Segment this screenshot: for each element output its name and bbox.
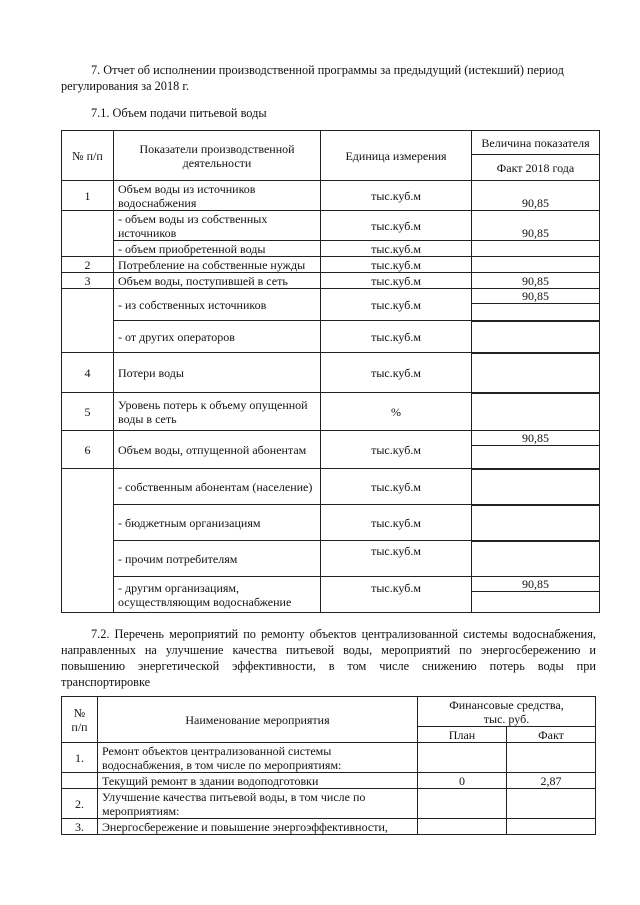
- row-value: 90,85: [472, 181, 600, 211]
- row-unit: тыс.куб.м: [321, 181, 472, 211]
- row-label: Объем воды, поступившей в сеть: [114, 273, 321, 289]
- row-num-empty: [62, 289, 114, 353]
- section-7-2-text: 7.2. Перечень мероприятий по ремонту объектов централизованной системы водоснабжения, направленных на улучшение качества питьевой воды, мероприятий по энергосбережению и повышению энергетической эффективности, в том числе снижению потерь воды при транспортировке: [61, 627, 596, 689]
- row-value-cell: [472, 353, 600, 393]
- measure-num: 3.: [62, 819, 98, 835]
- row-value-cell: [472, 321, 600, 353]
- measure-num: [62, 773, 98, 789]
- header-plan: План: [418, 727, 507, 743]
- measure-fact: [507, 789, 596, 819]
- measure-plan: [418, 819, 507, 835]
- section-7-title-line2: регулирования за 2018 г.: [61, 79, 190, 93]
- row-label: - объем приобретенной воды: [114, 241, 321, 257]
- row-value-cell: [472, 577, 600, 613]
- water-supply-table: [61, 130, 600, 613]
- row-value: 90,85: [472, 577, 599, 592]
- row-unit: тыс.куб.м: [321, 541, 472, 577]
- row-num-empty: [62, 469, 114, 613]
- row-value-cell: [472, 469, 600, 505]
- row-value: 90,85: [472, 431, 599, 446]
- header-num: № п/п: [62, 697, 98, 743]
- measure-plan: [418, 743, 507, 773]
- row-num: 3: [62, 273, 114, 289]
- row-label: - объем воды из собственных источников: [114, 211, 321, 241]
- row-num: 6: [62, 431, 114, 469]
- row-value: 90,85: [472, 289, 599, 304]
- measure-fact: [507, 819, 596, 835]
- row-value: [472, 241, 600, 257]
- header-unit: Единица измерения: [321, 131, 472, 181]
- row-label: Объем воды, отпущенной абонентам: [114, 431, 321, 469]
- row-label: Уровень потерь к объему опущенной воды в сеть: [114, 393, 321, 431]
- measure-name: Ремонт объектов централизованной системы водоснабжения, в том числе по мероприятиям:: [98, 743, 418, 773]
- row-value: [472, 321, 599, 322]
- measure-num: 2.: [62, 789, 98, 819]
- row-label: - собственным абонентам (население): [114, 469, 321, 505]
- row-value: 90,85: [472, 273, 600, 289]
- measure-name: Энергосбережение и повышение энергоэффективности,: [98, 819, 418, 835]
- row-label: Объем воды из источников водоснабжения: [114, 181, 321, 211]
- measure-name: Текущий ремонт в здании водоподготовки: [98, 773, 418, 789]
- row-label: - прочим потребителям: [114, 541, 321, 577]
- section-7-2-paragraph: [61, 626, 596, 690]
- row-label: Потребление на собственные нужды: [114, 257, 321, 273]
- row-num: 5: [62, 393, 114, 431]
- row-label: - от других операторов: [114, 321, 321, 353]
- row-unit: тыс.куб.м: [321, 353, 472, 393]
- row-num: 1: [62, 181, 114, 211]
- row-value: [472, 257, 600, 273]
- header-fact: Факт 2018 года: [472, 155, 600, 181]
- row-unit: тыс.куб.м: [321, 469, 472, 505]
- header-fact: Факт: [507, 727, 596, 743]
- measure-fact: [507, 743, 596, 773]
- row-label: Потери воды: [114, 353, 321, 393]
- row-value: [472, 393, 599, 394]
- header-finance: Финансовые средства, тыс. руб.: [418, 697, 596, 727]
- row-value-cell: [472, 289, 600, 321]
- row-num-empty: [62, 211, 114, 257]
- row-value: [472, 353, 599, 354]
- row-unit: тыс.куб.м: [321, 431, 472, 469]
- row-num: 2: [62, 257, 114, 273]
- measure-name: Улучшение качества питьевой воды, в том числе по мероприятиям:: [98, 789, 418, 819]
- measure-fact: 2,87: [507, 773, 596, 789]
- measure-plan: [418, 789, 507, 819]
- row-value: [472, 469, 599, 470]
- measure-num: 1.: [62, 743, 98, 773]
- section-7-title: [61, 62, 596, 94]
- measures-table: [61, 696, 596, 835]
- header-num: № п/п: [62, 131, 114, 181]
- row-value: [472, 505, 599, 506]
- header-indicator: Показатели производственной деятельности: [114, 131, 321, 181]
- header-value: Величина показателя: [472, 131, 600, 155]
- row-unit: тыс.куб.м: [321, 577, 472, 613]
- row-value-cell: [472, 541, 600, 577]
- row-unit: тыс.куб.м: [321, 211, 472, 241]
- row-value-cell: [472, 431, 600, 469]
- section-7-title-line1: 7. Отчет об исполнении производственной программы за предыдущий (истекший) период: [91, 63, 564, 77]
- row-value: [472, 541, 599, 542]
- row-unit: тыс.куб.м: [321, 257, 472, 273]
- row-unit: тыс.куб.м: [321, 273, 472, 289]
- header-name: Наименование мероприятия: [98, 697, 418, 743]
- row-label: - из собственных источников: [114, 289, 321, 321]
- row-unit: тыс.куб.м: [321, 505, 472, 541]
- measure-plan: 0: [418, 773, 507, 789]
- row-value-cell: [472, 505, 600, 541]
- row-unit: тыс.куб.м: [321, 321, 472, 353]
- row-unit: тыс.куб.м: [321, 289, 472, 321]
- row-unit: %: [321, 393, 472, 431]
- row-value-cell: [472, 393, 600, 431]
- row-label: - другим организациям, осуществляющим водоснабжение: [114, 577, 321, 613]
- row-unit: тыс.куб.м: [321, 241, 472, 257]
- row-label: - бюджетным организациям: [114, 505, 321, 541]
- section-7-1-heading: 7.1. Объем подачи питьевой воды: [91, 106, 267, 120]
- row-num: 4: [62, 353, 114, 393]
- row-value: 90,85: [472, 211, 600, 241]
